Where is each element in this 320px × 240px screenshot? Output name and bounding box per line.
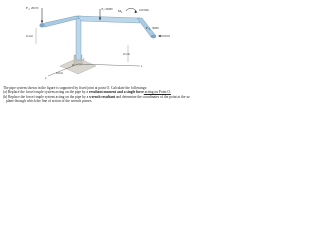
f3-label-sub: 3: [148, 27, 150, 31]
pipe-diagram: [0, 0, 200, 84]
f1-label-letter: F: [26, 6, 28, 10]
axis-x-label: x: [45, 76, 47, 80]
f3-label-letter: F: [146, 26, 148, 30]
axis-y-label: y: [83, 57, 85, 61]
item-a-text-2: acting on Point O.: [143, 90, 171, 95]
axis-z-label: z: [141, 64, 143, 68]
problem-item-b: [3, 94, 197, 104]
dim-bottom-left-label: 0.6 m: [56, 71, 63, 75]
dim-bottom-right-label: 0.5 m: [123, 52, 130, 56]
f1-value: 200 N: [31, 6, 39, 10]
item-b-text-1: Replace the force/couple system acting on the pipe by a: [8, 94, 90, 99]
force-f1-arrowhead: [41, 21, 43, 24]
item-b-text-2: and determine the coordinates of the point at the xz plane through which the line of action of the wrench passes.: [6, 94, 190, 103]
point-o-label: O: [72, 63, 75, 67]
pipe-system-figure: [0, 0, 200, 84]
moment-m1-arc: [126, 8, 136, 12]
m1-label-letter: M: [118, 9, 122, 13]
problem-statement: [3, 86, 197, 103]
f2-value: F₂=300N: [101, 7, 113, 11]
pipe-end-right: [151, 35, 156, 38]
pipe-vertical: [76, 16, 81, 60]
problem-intro: The pipe system shown in the figure is supported by fixed joint at point O. Calculate the followings:: [3, 86, 148, 90]
item-b-bold: wrench resultant: [89, 94, 116, 99]
item-b-prefix: (b): [3, 94, 8, 99]
item-a-bold: resultant moment and a single force: [88, 90, 144, 95]
m1-value: 100 Nm: [139, 8, 149, 12]
dim-left-label: 0.4 m: [26, 34, 33, 38]
pipe-end-left: [40, 24, 45, 27]
f3-value: 300N: [152, 26, 159, 30]
pipe-top-right: [78, 16, 140, 23]
pipe-top-left: [40, 16, 81, 27]
f1-label-sub: 1: [28, 7, 30, 11]
item-a-prefix: (a): [3, 90, 7, 95]
item-a-text-1: Replace the force/couple system acting on the pipe by a: [7, 90, 89, 95]
m1-label-sub: 1: [121, 10, 123, 14]
force-f3-arrowhead: [158, 35, 161, 37]
